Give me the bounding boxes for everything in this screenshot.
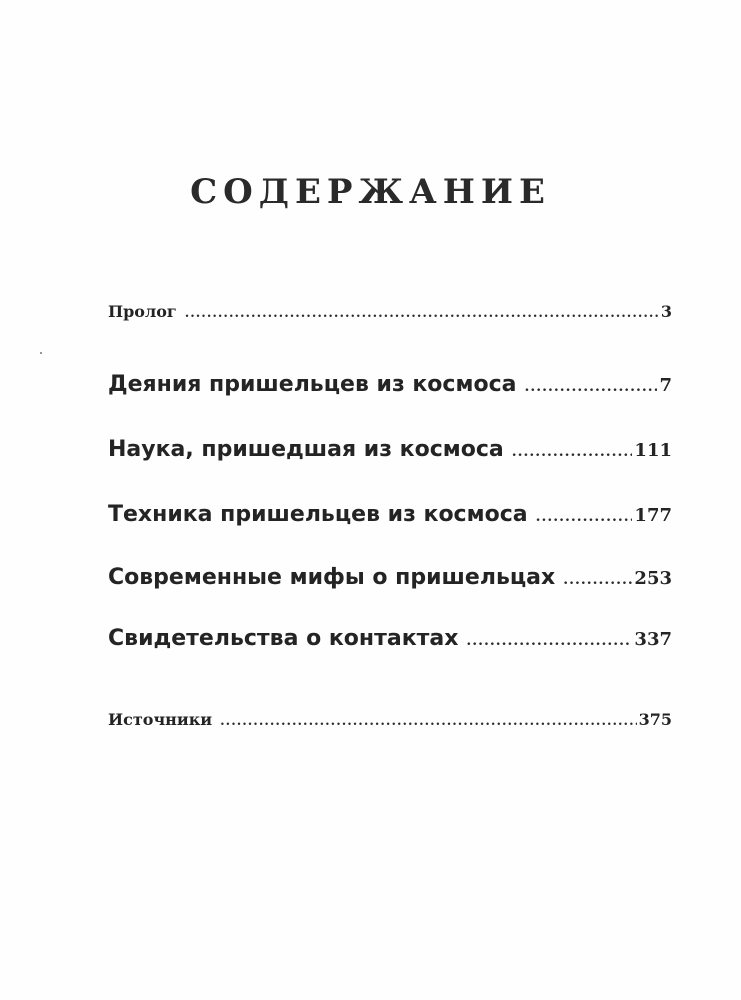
toc-entry-label: Свидетельства о контактах	[108, 626, 459, 651]
toc-entry-deeds	[108, 372, 672, 397]
toc-entry-sources	[108, 710, 672, 729]
toc-entry-label: Техника пришельцев из космоса	[108, 502, 528, 527]
print-speck	[40, 352, 42, 354]
toc-entry-page: 375	[638, 710, 672, 729]
toc-entry-page: 7	[659, 375, 672, 396]
dot-leader	[185, 306, 659, 321]
toc-entry-contacts	[108, 626, 672, 651]
toc-entry-label: Пролог	[108, 302, 177, 321]
toc-entry-label: Современные мифы о пришельцах	[108, 565, 556, 590]
toc-entry-page: 111	[634, 440, 672, 461]
dot-leader	[524, 379, 657, 395]
dot-leader	[563, 572, 632, 588]
toc-entry-label: Наука, пришедшая из космоса	[108, 437, 504, 462]
toc-entry-page: 253	[634, 568, 672, 589]
toc-entry-science	[108, 437, 672, 462]
dot-leader	[220, 714, 636, 729]
toc-entry-prologue	[108, 302, 672, 321]
dot-leader	[466, 633, 632, 649]
toc-entry-myths	[108, 565, 672, 590]
toc-entry-page: 177	[634, 505, 672, 526]
toc-entry-label: Деяния пришельцев из космоса	[108, 372, 517, 397]
dot-leader	[536, 509, 633, 525]
toc-entry-label: Источники	[108, 710, 213, 729]
page-title: СОДЕРЖАНИЕ	[190, 172, 551, 212]
toc-entry-page: 337	[634, 629, 672, 650]
toc-entry-technology	[108, 502, 672, 527]
toc-entry-page: 3	[660, 302, 672, 321]
dot-leader	[512, 444, 633, 460]
